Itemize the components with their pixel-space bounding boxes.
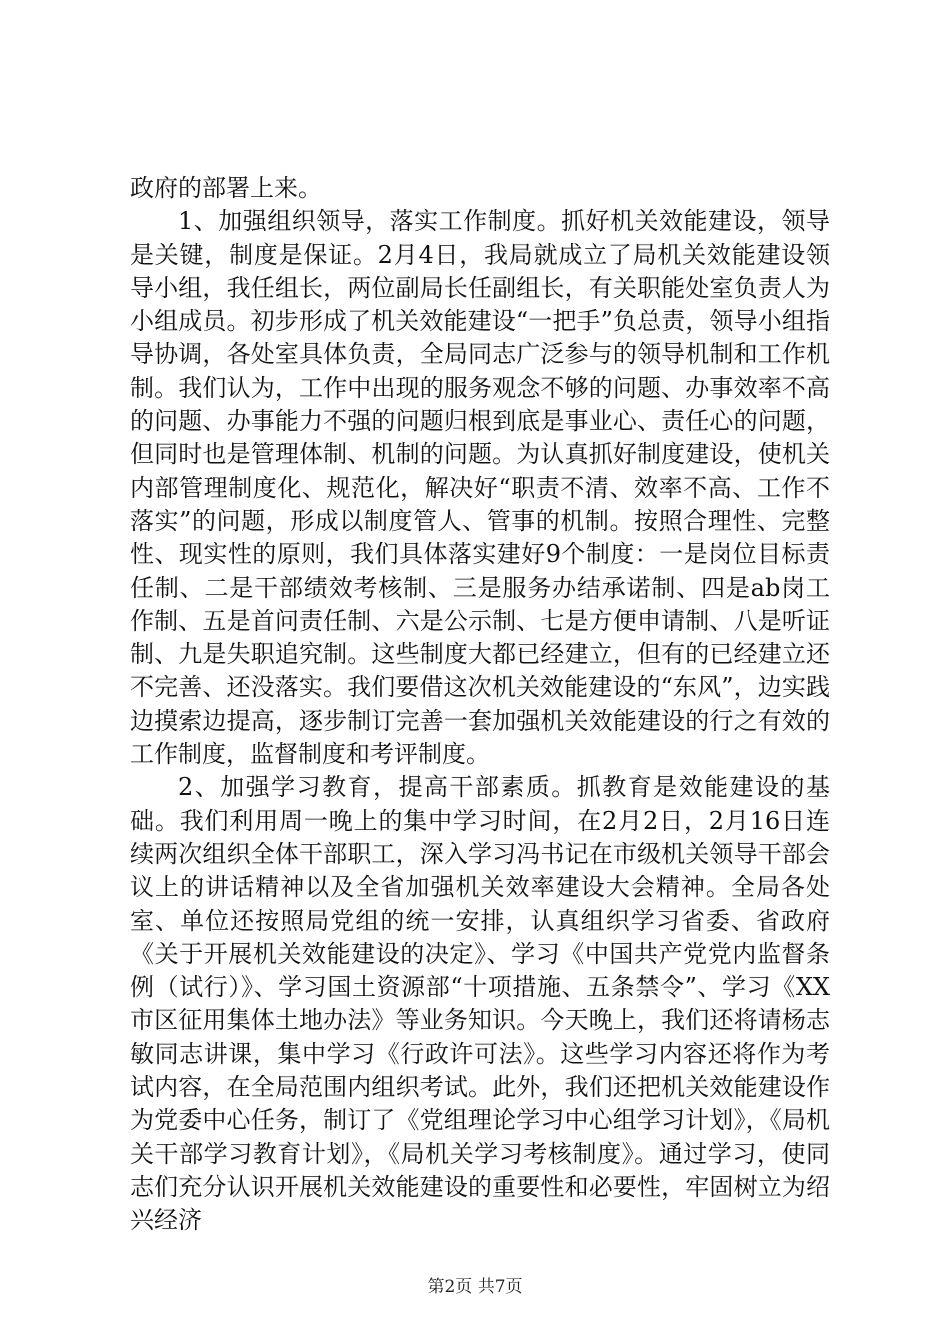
paragraph-section-2: 2、加强学习教育，提高干部素质。抓教育是效能建设的基础。我们利用周一晚上的集中学习时间，在2月2日，2月16日连续两次组织全体干部职工，深入学习冯书记在市级机关领导干部会议上的讲话精神以及全省加强机关效率建设大会精神。全局各处室、单位还按照局党组的统一安排，认真组织学习省委、省政府《关于开展机关效能建设的决定》、学习《中国共产党党内监督条例（试行）》、学习国土资源部“十项措施、五条禁令”、学习《XX市区征用集体土地办法》等业务知识。今天晚上，我们还将请杨志敏同志讲课，集中学习《行政许可法》。这些学习内容还将作为考试内容，在全局范围内组织考试。此外，我们还把机关效能建设作为党委中心任务，制订了《党组理论学习中心组学习计划》，《局机关干部学习教育计划》，《局机关学习考核制度》。通过学习，使同志们充分认识开展机关效能建设的重要性和必要性，牢固树立为绍兴经济 bbox=[130, 773, 830, 1235]
paragraph-section-1: 1、加强组织领导，落实工作制度。抓好机关效能建设，领导是关键，制度是保证。2月4日，我局就成立了局机关效能建设领导小组，我任组长，两位副局长任副组长，有关职能处室负责人为小组成员。初步形成了机关效能建设“一把手”负总责，领导小组指导协调，各处室具体负责，全局同志广泛参与的领导机制和工作机制。我们认为，工作中出现的服务观念不够的问题、办事效率不高的问题、办事能力不强的问题归根到底是事业心、责任心的问题，但同时也是管理体制、机制的问题。为认真抓好制度建设，使机关内部管理制度化、规范化，解决好“职责不清、效率不高、工作不落实”的问题，形成以制度管人、管事的机制。按照合理性、完整性、现实性的原则，我们具体落实建好9个制度：一是岗位目标责任制、二是干部绩效考核制、三是服务办结承诺制、四是ab岗工作制、五是首问责任制、六是公示制、七是方便申请制、八是听证制、九是失职追究制。这些制度大都已经建立，但有的已经建立还不完善、还没落实。我们要借这次机关效能建设的“东风”，边实践边摸索边提高，逐步制订完善一套加强机关效能建设的行之有效的工作制度，监督制度和考评制度。 bbox=[130, 207, 830, 769]
paragraph-continuation: 政府的部署上来。 bbox=[130, 174, 322, 202]
document-body bbox=[130, 172, 830, 1238]
page-number-footer: 第2页 共7页 bbox=[427, 1277, 523, 1297]
